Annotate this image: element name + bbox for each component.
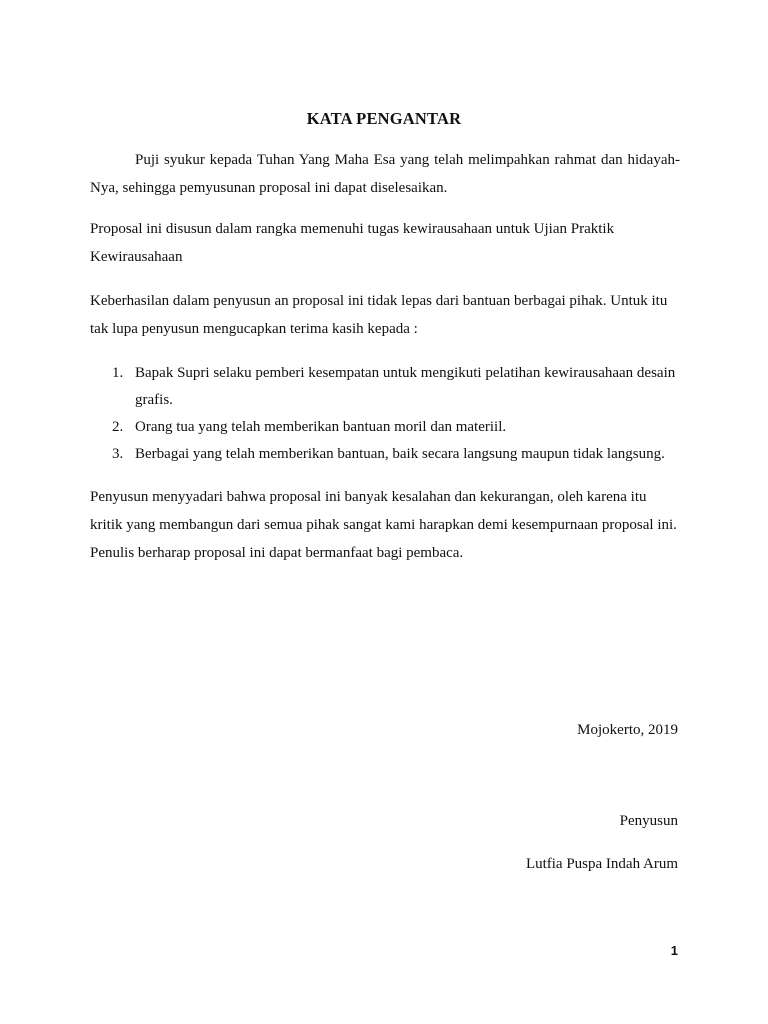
author-role: Penyusun bbox=[619, 813, 678, 829]
page-number: 1 bbox=[670, 943, 678, 958]
page-title: KATA PENGANTAR bbox=[306, 109, 462, 128]
list-item bbox=[90, 360, 680, 414]
list-item-text: Orang tua yang telah memberikan bantuan moril dan materiil. bbox=[135, 419, 507, 435]
thanks-list bbox=[90, 360, 680, 468]
paragraph-purpose: Proposal ini disusun dalam rangka memenuhi tugas kewirausahaan untuk Ujian Praktik Kewirausahaan bbox=[90, 221, 615, 265]
list-item bbox=[90, 414, 680, 441]
paragraph-closing: Penyusun menyyadari bahwa proposal ini banyak kesalahan dan kekurangan, oleh karena itu kritik yang membangun dari semua pihak sangat kami harapkan demi kesempurnaan proposal ini. Penulis berharap proposal ini dapat bermanfaat bagi pembaca. bbox=[90, 489, 677, 561]
author-name: Lutfia Puspa Indah Arum bbox=[525, 856, 678, 872]
paragraph-opening: Puji syukur kepada Tuhan Yang Maha Esa yang telah melimpahkan rahmat dan hidayah-Nya, sehingga pemyusunan proposal ini dapat diselesaikan. bbox=[90, 152, 680, 196]
list-item-number: 2. bbox=[112, 419, 124, 435]
list-item-number: 1. bbox=[112, 365, 124, 381]
list-item-number: 3. bbox=[112, 446, 124, 462]
list-item-text: Bapak Supri selaku pemberi kesempatan untuk mengikuti pelatihan kewirausahaan desain grafis. bbox=[135, 365, 676, 408]
paragraph-acknowledgement: Keberhasilan dalam penyusun an proposal ini tidak lepas dari bantuan berbagai pihak. Untuk itu tak lupa penyusun mengucapkan terima kasih kepada : bbox=[90, 293, 668, 337]
list-item-text: Berbagai yang telah memberikan bantuan, baik secara langsung maupun tidak langsung. bbox=[135, 446, 665, 462]
list-item bbox=[90, 441, 680, 468]
place-date: Mojokerto, 2019 bbox=[577, 722, 678, 738]
